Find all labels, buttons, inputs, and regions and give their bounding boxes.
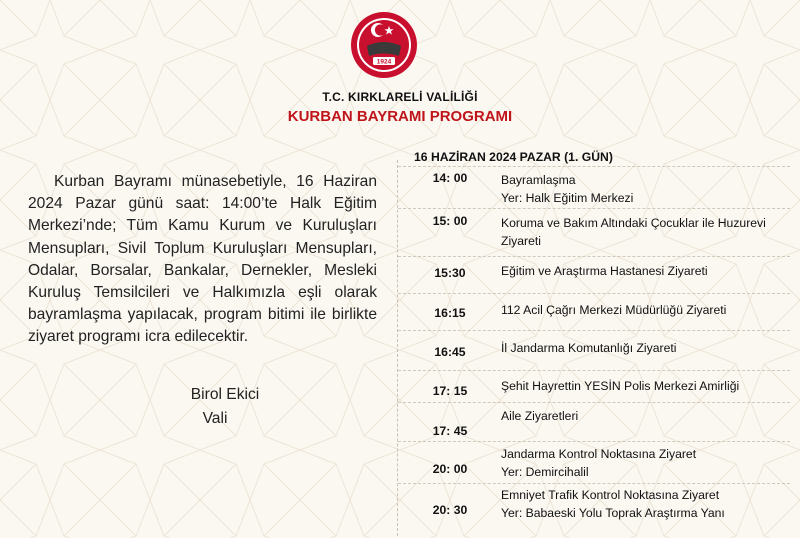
day-header: 16 HAZİRAN 2024 PAZAR (1. GÜN) <box>414 150 613 164</box>
schedule-event <box>501 486 791 522</box>
schedule-time: 14: 00 <box>432 171 468 185</box>
schedule-event <box>501 301 791 319</box>
signature-name: Birol Ekici <box>190 386 260 403</box>
event-line: Jandarma Kontrol Noktasına Ziyaret <box>501 447 697 461</box>
schedule-event <box>501 171 791 207</box>
schedule-event <box>501 214 791 250</box>
event-line: Koruma ve Bakım Altındaki Çocuklar ile Huzurevi <box>501 216 766 230</box>
schedule-event <box>501 445 791 481</box>
schedule-divider <box>398 441 790 442</box>
event-line: Aile Ziyaretleri <box>501 409 579 423</box>
schedule-divider <box>398 483 790 484</box>
event-line: Bayramlaşma <box>501 173 576 187</box>
schedule-event <box>501 339 791 357</box>
governorship-emblem-icon <box>349 10 419 80</box>
schedule-event <box>501 407 791 425</box>
event-line: Eğitim ve Araştırma Hastanesi Ziyareti <box>501 264 708 278</box>
schedule-divider <box>398 166 790 167</box>
schedule-time: 16:15 <box>434 306 466 320</box>
schedule-divider <box>398 330 790 331</box>
schedule-divider <box>398 256 790 257</box>
event-line: Yer: Halk Eğitim Merkezi <box>501 191 634 205</box>
signature-title: Vali <box>202 410 228 427</box>
announcement-text <box>28 171 377 349</box>
organization-title: T.C. KIRKLARELİ VALİLİĞİ <box>322 90 478 104</box>
event-line: Ziyareti <box>501 234 541 248</box>
schedule-divider <box>398 402 790 403</box>
schedule-event <box>501 262 791 280</box>
event-line: Yer: Demircihalil <box>501 465 589 479</box>
schedule-divider <box>398 208 790 209</box>
schedule-divider <box>398 293 790 294</box>
schedule-event <box>501 377 791 395</box>
schedule-time: 20: 30 <box>432 503 468 517</box>
schedule-time: 17: 45 <box>432 424 468 438</box>
program-title: KURBAN BAYRAMI PROGRAMI <box>287 108 513 125</box>
announcement-paragraph: Kurban Bayramı münasebetiyle, 16 Haziran 2024 Pazar günü saat: 14:00’te Halk Eğitim Merkezi’nde; Tüm Kamu Kurum ve Kuruluşları Mensupları, Sivil Toplum Kuruluşları Mensupları, Odalar, Borsalar, Bankalar, Dernekler, Mesleki Kuruluş Temsilcileri ve Halkımızla eşli olarak bayramlaşma yapılacak, program bitimi ile birlikte ziyaret programı icra edilecektir. <box>28 173 377 346</box>
column-divider <box>397 160 398 536</box>
event-line: 112 Acil Çağrı Merkezi Müdürlüğü Ziyareti <box>501 303 727 317</box>
schedule-divider <box>398 370 790 371</box>
schedule-time: 15:30 <box>434 266 466 280</box>
event-line: Yer: Babaeski Yolu Toprak Araştırma Yanı <box>501 506 725 520</box>
schedule-time: 15: 00 <box>432 214 468 228</box>
event-line: Şehit Hayrettin YESİN Polis Merkezi Amirliği <box>501 379 740 393</box>
schedule-time: 16:45 <box>434 345 466 359</box>
event-line: İl Jandarma Komutanlığı Ziyareti <box>501 341 677 355</box>
event-line: Emniyet Trafik Kontrol Noktasına Ziyaret <box>501 488 720 502</box>
schedule-time: 17: 15 <box>432 384 468 398</box>
logo-year: 1924 <box>376 58 392 66</box>
schedule-time: 20: 00 <box>432 462 468 476</box>
